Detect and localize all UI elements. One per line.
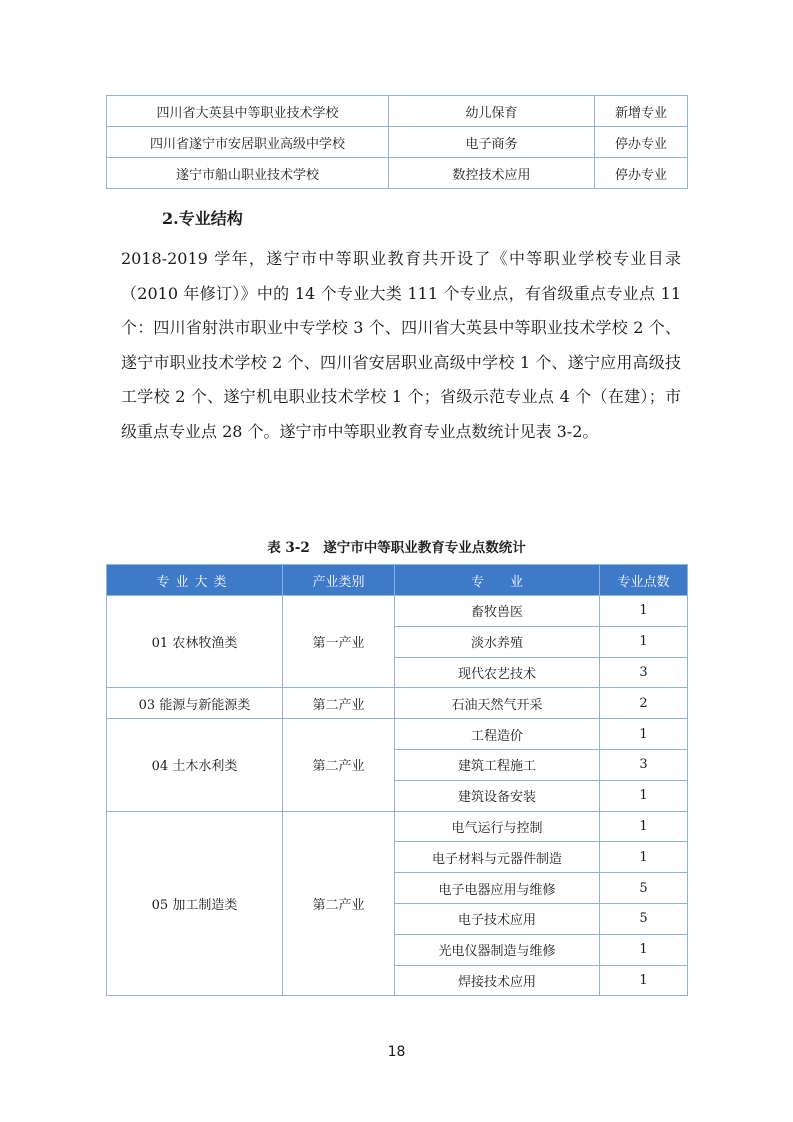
status-cell: 新增专业 [595, 96, 688, 127]
school-cell: 四川省遂宁市安居职业高级中学校 [107, 127, 389, 158]
count-cell: 1 [600, 626, 688, 657]
count-cell: 3 [600, 657, 688, 688]
major-cell: 光电仪器制造与维修 [395, 934, 600, 965]
category-cell: 04 土木水利类 [107, 719, 283, 811]
count-cell: 1 [600, 965, 688, 996]
count-cell: 1 [600, 934, 688, 965]
table-row [107, 127, 688, 158]
count-cell: 1 [600, 719, 688, 750]
major-cell: 电子材料与元器件制造 [395, 842, 600, 873]
table-row [107, 158, 688, 189]
table-row [107, 719, 688, 750]
count-cell: 1 [600, 842, 688, 873]
major-cell: 电气运行与控制 [395, 811, 600, 842]
count-cell: 2 [600, 688, 688, 719]
count-cell: 1 [600, 596, 688, 627]
major-cell: 数控技术应用 [389, 158, 595, 189]
page-number: 18 [387, 1044, 406, 1060]
industry-cell: 第二产业 [283, 719, 395, 811]
count-cell: 1 [600, 780, 688, 811]
major-cell: 现代农艺技术 [395, 657, 600, 688]
major-cell: 石油天然气开采 [395, 688, 600, 719]
industry-cell: 第二产业 [283, 811, 395, 996]
school-cell: 四川省大英县中等职业技术学校 [107, 96, 389, 127]
table-row [107, 811, 688, 842]
header-major: 专 业 [395, 565, 600, 596]
header-category: 专业大类 [107, 565, 283, 596]
status-cell: 停办专业 [595, 158, 688, 189]
table-row [107, 96, 688, 127]
category-cell: 05 加工制造类 [107, 811, 283, 996]
major-statistics-table [106, 564, 688, 996]
major-cell: 电子电器应用与维修 [395, 873, 600, 904]
header-industry: 产业类别 [283, 565, 395, 596]
major-cell: 建筑工程施工 [395, 749, 600, 780]
count-cell: 1 [600, 811, 688, 842]
count-cell: 5 [600, 873, 688, 904]
industry-cell: 第一产业 [283, 596, 395, 688]
major-cell: 焊接技术应用 [395, 965, 600, 996]
category-cell: 01 农林牧渔类 [107, 596, 283, 688]
major-cell: 幼儿保育 [389, 96, 595, 127]
school-changes-table [106, 95, 688, 189]
category-cell: 03 能源与新能源类 [107, 688, 283, 719]
major-cell: 淡水养殖 [395, 626, 600, 657]
count-cell: 5 [600, 903, 688, 934]
major-cell: 工程造价 [395, 719, 600, 750]
count-cell: 3 [600, 749, 688, 780]
section-heading: 2.专业结构 [162, 209, 243, 228]
table-row [107, 596, 688, 627]
major-cell: 电子商务 [389, 127, 595, 158]
header-count: 专业点数 [600, 565, 688, 596]
major-cell: 电子技术应用 [395, 903, 600, 934]
table-row [107, 688, 688, 719]
table-caption: 表 3-2 遂宁市中等职业教育专业点数统计 [267, 540, 526, 556]
status-cell: 停办专业 [595, 127, 688, 158]
major-cell: 建筑设备安装 [395, 780, 600, 811]
table-header-row [107, 565, 688, 596]
school-cell: 遂宁市船山职业技术学校 [107, 158, 389, 189]
industry-cell: 第二产业 [283, 688, 395, 719]
major-cell: 畜牧兽医 [395, 596, 600, 627]
body-paragraph: 2018-2019 学年，遂宁市中等职业教育共开设了《中等职业学校专业目录（2010 年修订）》中的 14 个专业大类 111 个专业点，有省级重点专业点 11 个：四川省射洪市职业中专学校 3 个、四川省大英县中等职业技术学校 2 个、遂宁市职业技术学校 2 个、四川省安居职业高级中学校 1 个、遂宁应用高级技工学校 2 个、遂宁机电职业技术学校 1 个；省级示范专业点 4 个（在建）；市级重点专业点 28 个。遂宁市中等职业教育专业点数统计见表 3-2。 [121, 249, 681, 441]
